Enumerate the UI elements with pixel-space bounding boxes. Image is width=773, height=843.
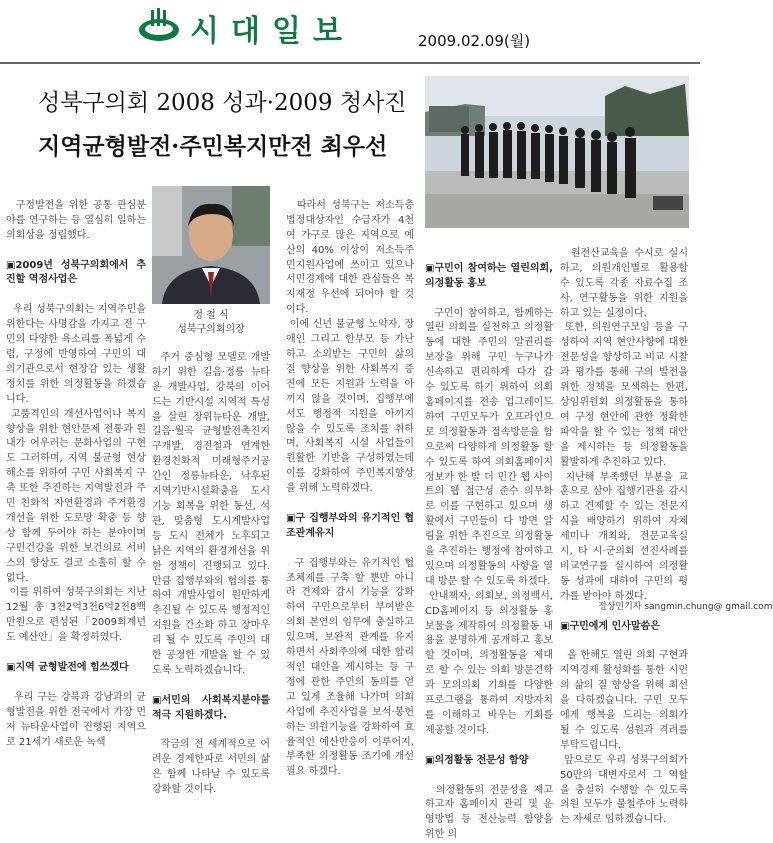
article-column-3	[286, 184, 418, 778]
article-subheading: ▣서민의 사회복지분야를 적극 지원하겠다.	[152, 694, 274, 721]
portrait-caption-name: 정 철 식	[193, 310, 229, 321]
article-subheading: ▣구민에게 인사말씀은	[560, 620, 660, 632]
article-paragraph: 따라서 성북구는 저소득층 법정대상자인 수급자가 4천여 가구로 많은 지역으로 예산의 40% 이상이 저소득주민지원사업에 쓰이고 있으나 서민경제에 대한 관심들은 복지재정 우선에 되어야 할 것이다. 이에 신년 불균형 노약자, 장애인 그리고 한부모 등 가난하고 소외받는 구민의 삶의 질 향상을 위한 사회복지 증진에 모든 지원과 노력을 아끼지 않을 것이며, 집행부에서도 행정적 지원을 아끼지 않을 수 있도록 조치를 취하며, 사회복지 시설 사업들이 원활한 기반을 구성하였는데 이를 강화하여 주민복지향상을 위해 노력하겠다.	[286, 199, 415, 495]
article-paragraph: 구 집행부와는 유기적인 협조체제를 구축 할 뿐만 아니라 견제와 감시 기능을 강화하여 구민으로부터 부여받은 의회 본연의 임무에 충실하고 있으며, 보완적 관계를 유지하면서 사회주의에 대한 합리적인 대안을 제시하는 등 구정에 관한 주민의 동의를 얻고 있게 조율해 나가며 의회사업에 추진사업을 보석·봉헌하는 의원기능을 강화하여 효율적인 예산반응이 이루어지, 부족한 의정활동 조기에 개선 필요 하겠다.	[286, 557, 418, 778]
article-subheading: ▣구 집행부와의 유기적인 협조관계유지	[286, 512, 414, 539]
article-paragraph: 올 한해도 열린 의회 구현과 지역경제 활성화를 통한 시민의 삶의 질 향상을 위해 최선을 다하겠습니다. 구민 모두에게 행복을 드리는 의회가 될 수 있도록 성원과 격려를 부탁드립니다. 앞으로도 우리 성북구의회가 50만의 대변자로서 그 역할을 충실히 수행할 수 있도록 의원 모두가 불철주야 노력하는 자세로 임하겠습니다.	[560, 650, 688, 826]
headline-secondary: 지역균형발전·주민복지만전 최우선	[38, 133, 388, 160]
article-paragraph: 작금의 전 세계적으로 어려운 경제한파로 서민의 삶은 함께 나타날 수 있도록 강화할 것이다.	[152, 739, 274, 796]
article-paragraph: 구정발전을 위한 공통 관심분야를 연구하는 등 열심히 일하는 의회상을 정립했다.	[6, 199, 150, 241]
article-column-1	[6, 184, 150, 748]
portrait-photo	[152, 186, 270, 304]
article-column-4	[425, 232, 557, 841]
article-subheading: ▣지역 균형발전에 힘쓰겠다	[6, 662, 129, 673]
article-paragraph: 우리 성북구의회는 지역주민을 위한다는 사명감을 가지고 전 구민의 다양한 욕소리를 폭넓게 수렴, 구정에 반영하여 구민의 대의기관으로서 현장감 있는 생활정치를 위한 의정활동을 하겠습니다. 고품격인의 개선사업이나 복지향상을 위한 현안문제 전통과 원내가 어우러는 문화사업의 구현도 그러하며, 지역 불균형 현상 해소를 위하여 구민 사회복지 구축 또한 추진하는 지역발전과 주민 친화적 자연환경과 주거환경개선을 위한 도로망 확충 등 향상 함께 두어야 하는 분야이며 구민건강을 위한 보건의료 서비스의 향상도 결코 소홀히 할 수 없다. 이를 위하여 성북구의회는 지난 12월 총 3천2억3천6억2천8백만원으로 편성된「2009회계년도 예산안」을 확정하였다.	[6, 304, 147, 644]
article-paragraph: 구민이 참여하고, 함께하는 열린 의회를 실천하고 의정활동에 대한 주민의 알권리를 보장을 위해 구민 누구나가 신속하고 편리하게 다가 갈 수 있도록 하기 위하여 의회홈페이지를 전송 업그레이드 하여 구민모두가 오프라인으로 의정활동과 접속방문을 함으로써 다양하게 의정활동 할 수 있도록 하여 의회홈페이지 정보가 한 발 더 민간 웹 사이트의 웹 접근성 준수 의무화로 이를 구현하고 있으며 생활에서 구민들이 다 방면 알림을 위한 추진으로 의정활동을 추진하는 행정에 참여하고 있으며 의정활동의 사항을 열대 방문 할 수 있도록 하겠다. 안내책자, 의회보, 의정백서, CD홈페이지 등 의정활동 홍보물을 제작하여 의정활동 내용을 분명하게 공개하고 홍보 할 것이며, 의정활동을 제대로 할 수 있는 의회 방문견학과 모의의회 기회를 다양한 프로그램을 통하여 지방자치를 이해하고 바우는 기회를 제공할 것이다.	[425, 307, 554, 736]
reporter-signature: 정상민기자 sangmin.chung@ gmail.com	[598, 602, 773, 612]
article-column-2	[152, 336, 274, 796]
headline-primary: 성북구의회 2008 성과·2009 청사진	[38, 90, 407, 116]
article-paragraph: 의정활동의 전문성을 제고하고자 홈페이지 관리 및 운영방법 등 전산능력 함양을 위한 의	[425, 784, 557, 841]
article-paragraph: 주거 중심형 모델로 개발하기 위한 길음·정릉 뉴타운 개발사업, 강북의 이어드는 기반시설 지역적 특성을 살린 장위뉴타운 개발, 길음·월곡 균형발전촉진지구개발, 경전철과 연계한 환경친화적 미래형주거공간인 정릉뉴타운, 낙후된 지역기반시설확충을 도시기능 회복을 위한 동선, 석관, 맞춤형 도시계발사업 등 도시 전체가 노후되고 낡은 지역의 환경개선을 위한 정책이 진행되고 있다. 만큼 집행부와의 협의를 통하여 개발사업이 원만하게 추진될 수 있도록 행정적인 지원을 간소화 하고 장마우리 될 수 있도록 주민의 대한 공정한 개발을 할 수 있도록 노력하겠습니다.	[152, 351, 274, 676]
portrait-caption-title: 성북구의회의장	[177, 324, 245, 335]
article-paragraph: 우리 구는 강북과 강남과의 균형발전을 위한 전국에서 가장 먼저 뉴타운사업이 진행된 지역으로 21세기 새로운 녹색	[6, 691, 146, 748]
article-subheading: ▣구민이 참여하는 열린의회, 의정활동 홍보	[425, 262, 557, 289]
newspaper-logo-icon	[138, 8, 180, 42]
article-subheading: ▣의정활동 전문성 함양	[425, 754, 529, 766]
masthead-divider	[0, 62, 700, 64]
newspaper-name: 시대일보	[190, 14, 354, 49]
article-subheading: ▣2009년 성북구의회에서 추진할 역점사업은	[6, 259, 146, 286]
publication-date: 2009.02.09(월)	[418, 32, 531, 50]
memorial-ceremony-photo	[425, 76, 689, 228]
article-paragraph: 원전산교육을 수시로 실시하고, 의원개인별로 활용할 수 있도록 각종 자료수집 조사, 연구활동을 위한 지원을 하고 있는 실정이다. 또한, 의원연구모임 등을 구성하여 지역 현안사항에 대한 전문성을 향상하고 비교 시찰과 평가를 통해 구의 발전을 위한 정책을 모색하는 한편, 상임위원회 의정활동을 통하여 구정 현안에 관한 정확한 파악을 할 수 있는 정책 대안을 제시하는 등 의정활동을 활발하게 추진하고 있다. 지난해 부족했던 부분을 교훈으로 삼아 집행기관을 감시 하고 견제할 수 있는 전문지식을 배양하기 위하여 자체 세미나 개최와, 전문교육실시, 타 시·군의회 선진사례를 비교연구를 실시하여 의정활동 성과에 대하여 구민의 평가를 받아야 하겠다.	[560, 247, 689, 602]
